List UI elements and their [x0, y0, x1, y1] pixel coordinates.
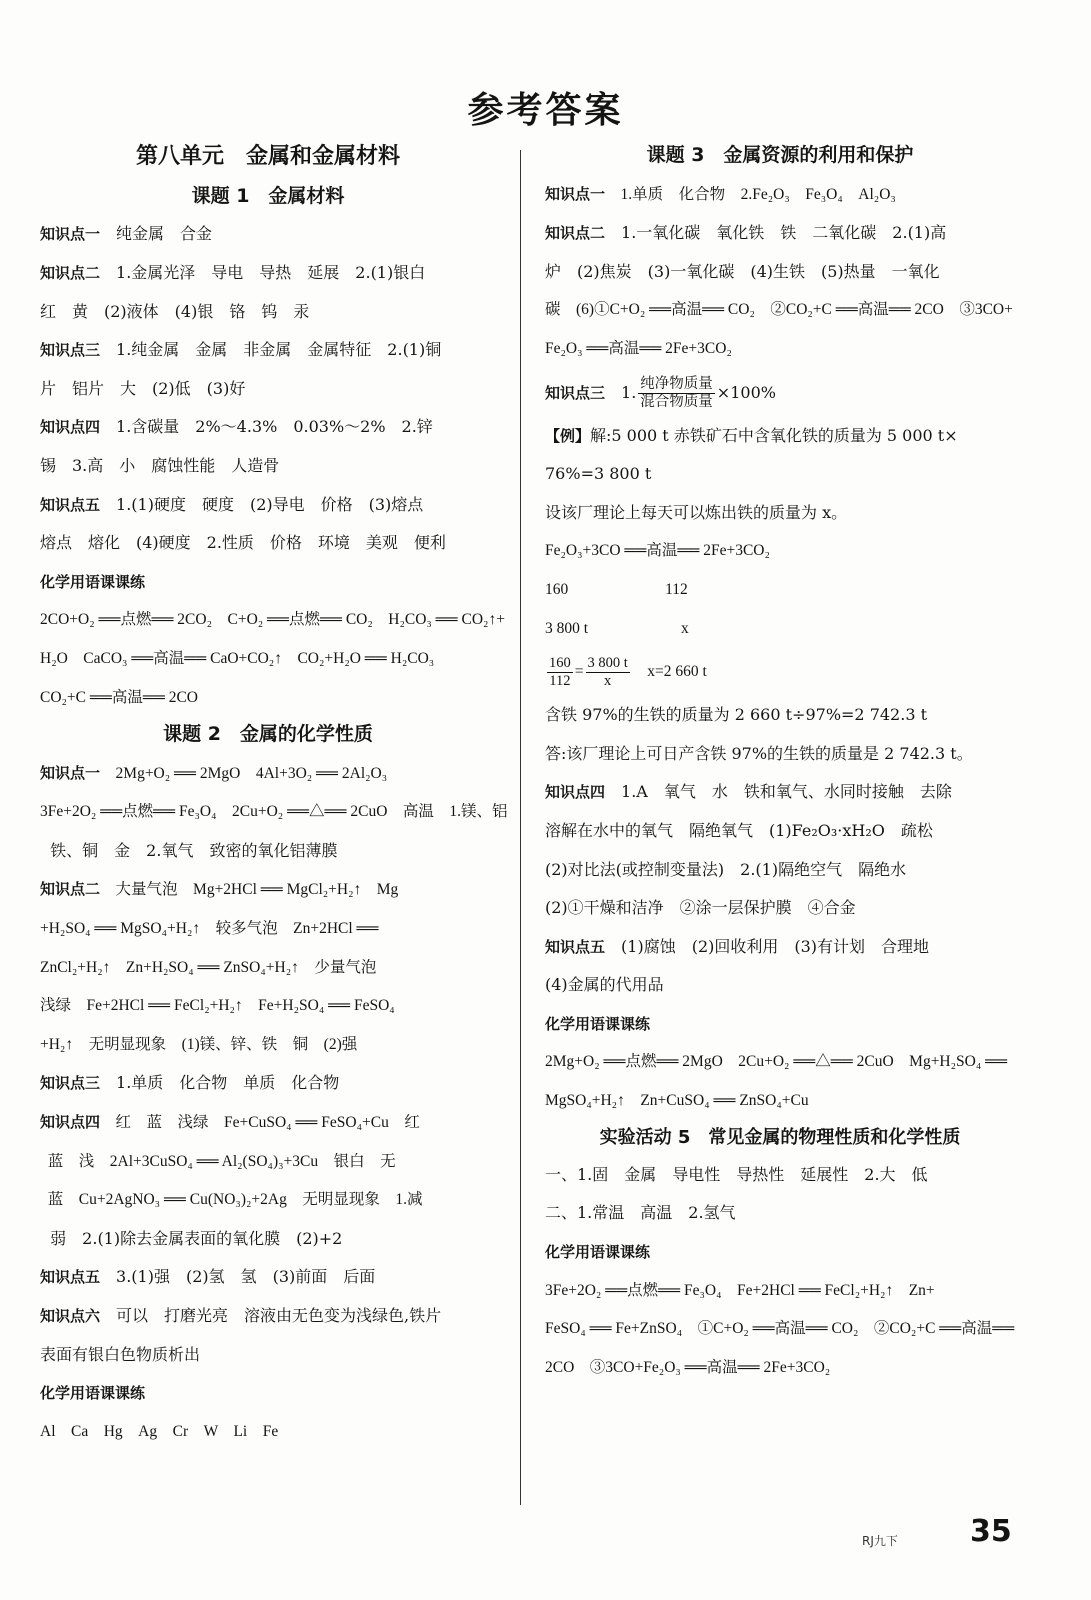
answer-line: 知识点六 可以 打磨光亮 溶液由无色变为浅绿色,铁片 — [40, 1306, 442, 1326]
equation-line: MgSO₄+H₂↑ Zn+CuSO₄ ══ ZnSO₄+Cu — [545, 1092, 809, 1110]
lesson-1-title: 课题 1 金属材料 — [191, 184, 345, 207]
lesson-2-title: 课题 2 金属的化学性质 — [163, 723, 373, 746]
column-divider — [520, 150, 521, 1505]
footer-book-code: RJ九下 — [862, 1534, 898, 1548]
chem-practice-heading: 化学用语课课练 — [545, 1014, 651, 1033]
equation-line: CO₂+C ══高温══ 2CO — [40, 688, 198, 706]
right-column — [545, 142, 1015, 1387]
chem-practice-heading: 化学用语课课练 — [545, 1243, 651, 1262]
equation-line: Fe₂O₃+3CO ══高温══ 2Fe+3CO₂ — [545, 542, 770, 560]
left-column — [40, 142, 508, 1451]
answer-line: 知识点三 1. $\frac{\text{纯净物质量}}{\text{混合物质量}}$ ×100% — [545, 375, 776, 410]
answer-line: 知识点三 1.单质 化合物 单质 化合物 — [40, 1073, 340, 1093]
answer-line: +H₂SO₄ ══ MgSO₄+H₂↑ 较多气泡 Zn+2HCl ══ — [40, 920, 379, 938]
answer-line: 铁、铜 金 2.氧气 致密的氧化铝薄膜 — [40, 840, 338, 860]
ratio-fraction: $\frac{160}{112}$ — [549, 655, 571, 690]
answer-line: 熔点 熔化 (4)硬度 2.性质 价格 环境 美观 便利 — [40, 533, 446, 553]
page-number: 35 — [970, 1514, 1012, 1549]
answer-line: 知识点五 1.(1)硬度 硬度 (2)导电 价格 (3)熔点 — [40, 494, 424, 514]
answer-line: 知识点一 2Mg+O₂ ══ 2MgO 4Al+3O₂ ══ 2Al₂O₃ — [40, 763, 388, 782]
unit-title: 第八单元 金属和金属材料 — [135, 144, 400, 169]
answer-line: 溶解在水中的氧气 隔绝氧气 (1)Fe₂O₃·xH₂O 疏松 — [545, 820, 933, 840]
equation-line: H₂O CaCO₃ ══高温══ CaO+CO₂↑ CO₂+H₂O ══ H₂CO₃ — [40, 649, 435, 667]
answer-line: 知识点二 1.金属光泽 导电 导热 延展 2.(1)银白 — [40, 262, 426, 282]
answer-line: 二、1.常温 高温 2.氢气 — [545, 1203, 736, 1223]
answer-line: 答:该厂理论上可日产含铁 97%的生铁的质量是 2 742.3 t。 — [545, 743, 973, 763]
answer-line: 蓝 浅 2Al+3CuSO₄ ══ Al₂(SO₄)₃+3Cu 银白 无 — [40, 1152, 396, 1170]
answer-line: (2)对比法(或控制变量法) 2.(1)隔绝空气 隔绝水 — [545, 859, 907, 879]
answer-line: 知识点三 1.纯金属 金属 非金属 金属特征 2.(1)铜 — [40, 340, 442, 360]
answer-line: 一、1.固 金属 导电性 导热性 延展性 2.大 低 — [545, 1164, 928, 1184]
chem-practice-heading: 化学用语课课练 — [40, 572, 146, 591]
answer-line: 浅绿 Fe+2HCl ══ FeCl₂+H₂↑ Fe+H₂SO₄ ══ FeSO₄ — [40, 997, 395, 1015]
answer-line: 弱 2.(1)除去金属表面的氧化膜 (2)+2 — [40, 1228, 343, 1248]
answer-line: (4)金属的代用品 — [545, 975, 664, 995]
proportion-line: $\frac{160}{112}$ = $\frac{3 800 t}{x}$ x=2 660 t — [549, 655, 707, 690]
answer-line: 知识点二 1.一氧化碳 氧化铁 铁 二氧化碳 2.(1)高 — [545, 223, 947, 243]
equation-line: 3Fe+2O₂ ══点燃══ Fe₃O₄ Fe+2HCl ══ FeCl₂+H₂↑ Zn+ — [545, 1281, 935, 1299]
experiment-5-title: 实验活动 5 常见金属的物理性质和化学性质 — [599, 1126, 961, 1148]
answer-line: 蓝 Cu+2AgNO₃ ══ Cu(NO₃)₂+2Ag 无明显现象 1.减 — [40, 1191, 423, 1209]
answer-line: 3Fe+2O₂ ══点燃══ Fe₃O₄ 2Cu+O₂ ══△══ 2CuO 高温 1.镁、铝 — [40, 803, 508, 821]
answer-line: 炉 (2)焦炭 (3)一氧化碳 (4)生铁 (5)热量 一氧化 — [545, 261, 940, 281]
answer-line: 知识点四 1.含碳量 2%～4.3% 0.03%～2% 2.锌 — [40, 417, 433, 437]
chem-practice-heading: 化学用语课课练 — [40, 1384, 146, 1403]
equation-line: 碳 (6)①C+O₂ ══高温══ CO₂ ②CO₂+C ══高温══ 2CO ③3CO+ — [545, 301, 1013, 319]
answer-line: 知识点二 大量气泡 Mg+2HCl ══ MgCl₂+H₂↑ Mg — [40, 880, 399, 899]
answer-line: 表面有银白色物质析出 — [40, 1344, 201, 1364]
answer-line: 红 黄 (2)液体 (4)银 铬 钨 汞 — [40, 301, 310, 321]
answer-line: 知识点四 红 蓝 浅绿 Fe+CuSO₄ ══ FeSO₄+Cu 红 — [40, 1113, 420, 1132]
lesson-3-title: 课题 3 金属资源的利用和保护 — [646, 144, 914, 166]
answer-line: 锡 3.高 小 腐蚀性能 人造骨 — [40, 455, 280, 475]
equation-line: 2CO+O₂ ══点燃══ 2CO₂ C+O₂ ══点燃══ CO₂ H₂CO₃ ══ CO₂↑+ — [40, 611, 505, 629]
answer-line: +H₂↑ 无明显现象 (1)镁、锌、铁 铜 (2)强 — [40, 1035, 358, 1053]
equation-line: FeSO₄ ══ Fe+ZnSO₄ ①C+O₂ ══高温══ CO₂ ②CO₂+C ══高温══ — [545, 1320, 1015, 1338]
mass-fraction: $\frac{\text{纯净物质量}}{\text{混合物质量}}$ — [640, 375, 713, 410]
equation-line: Fe₂O₃ ══高温══ 2Fe+3CO₂ — [545, 339, 732, 357]
answer-line: ZnCl₂+H₂↑ Zn+H₂SO₄ ══ ZnSO₄+H₂↑ 少量气泡 — [40, 958, 377, 976]
answer-line: 片 铝片 大 (2)低 (3)好 — [40, 378, 246, 398]
answer-line: 160 112 — [545, 580, 688, 598]
answer-line: 知识点一 1.单质 化合物 2.Fe₂O₃ Fe₃O₄ Al₂O₃ — [545, 184, 896, 203]
answer-line: 知识点一 纯金属 合金 — [40, 224, 213, 244]
ratio-fraction: $\frac{3 800 t}{x}$ — [587, 655, 628, 690]
answer-line: 含铁 97%的生铁的质量为 2 660 t÷97%=2 742.3 t — [545, 705, 928, 725]
answer-line: 76%=3 800 t — [545, 464, 652, 484]
answer-line: (2)①干燥和洁净 ②涂一层保护膜 ④合金 — [545, 898, 856, 918]
equation-line: 2CO ③3CO+Fe₂O₃ ══高温══ 2Fe+3CO₂ — [545, 1358, 831, 1376]
equation-line: 2Mg+O₂ ══点燃══ 2MgO 2Cu+O₂ ══△══ 2CuO Mg+H₂SO₄ ══ — [545, 1053, 1008, 1071]
answer-line: 知识点五 3.(1)强 (2)氢 氢 (3)前面 后面 — [40, 1267, 376, 1287]
page-title: 参考答案 — [467, 90, 624, 131]
element-symbols-line: Al Ca Hg Ag Cr W Li Fe — [40, 1422, 279, 1440]
answer-line: 知识点四 1.A 氧气 水 铁和氧气、水同时接触 去除 — [545, 782, 952, 802]
answer-line: 3 800 t x — [545, 619, 689, 637]
example-line: 【例】解:5 000 t 赤铁矿石中含氧化铁的质量为 5 000 t× — [545, 425, 958, 445]
answer-line: 知识点五 (1)腐蚀 (2)回收利用 (3)有计划 合理地 — [545, 936, 930, 956]
answer-line: 设该厂理论上每天可以炼出铁的质量为 x。 — [545, 502, 848, 522]
